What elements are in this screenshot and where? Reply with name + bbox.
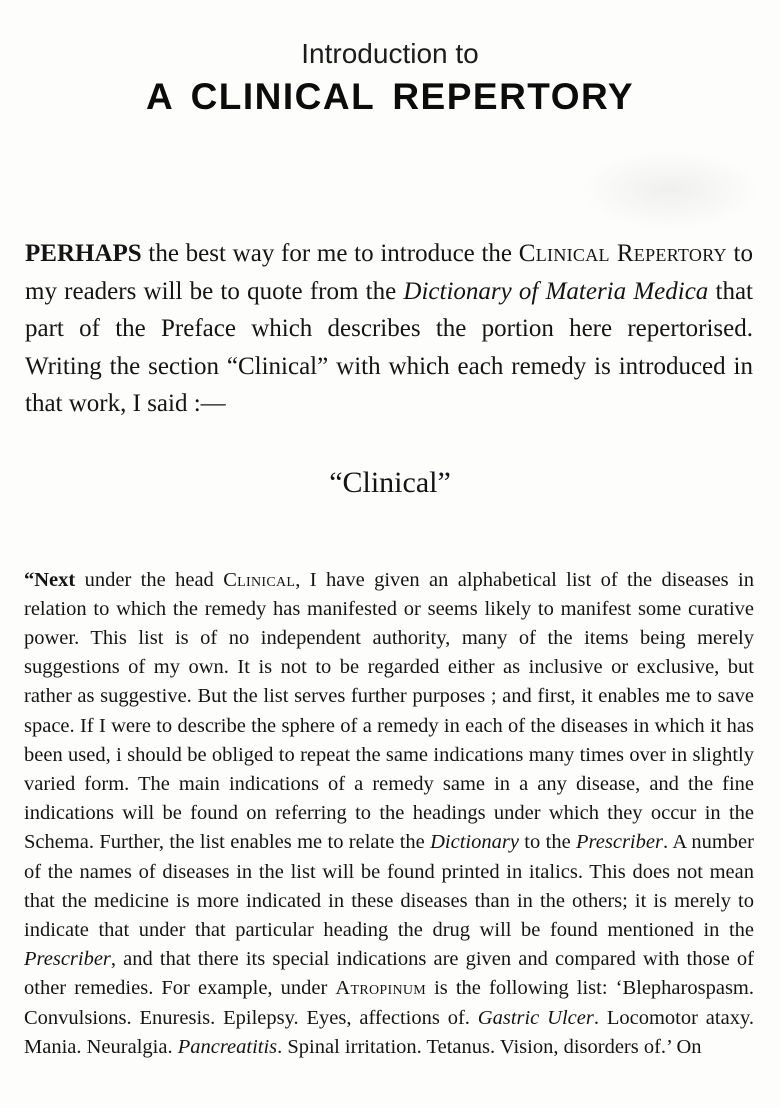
scan-artifact — [580, 150, 760, 230]
section-heading: “Clinical” — [329, 466, 451, 499]
body-paragraph: “Next under the head Clinical, I have given an alphabetical list of the diseases in relation to which the remedy has manifested or seems likely to manifest some curative power. This list is of no independent authority, many of the items being merely suggestions of my own. It is not to be regarded either as inclusive or exclusive, but rather as suggestive. But the list serves further purposes ; and first, it enables me to save space. If I were to describe the sphere of a remedy in each of the diseases in which it has been used, i should be obliged to repeat the same indications many times over in slightly varied form. The main indications of a remedy same in a any disease, and the fine indications will be found on referring to the headings under which they occur in the Schema. Further, the list enables me to relate the Dictionary to the Prescriber. A number of the names of diseases in the list will be found printed in italics. This does not mean that the medicine is more indicated in these diseases than in the others; it is merely to indicate that under that particular heading the drug will be found mentioned in the Prescriber, and that there its special indications are given and compared with those of other remedies. For example, under Atropinum is the following list: ‘Blepharospasm. Convulsions. Enuresis. Epilepsy. Eyes, affections of. Gastric Ulcer. Locomotor ataxy. Mania. Neuralgia. Pancreatitis. Spinal irritation. Tetanus. Vision, disorders of.’ On — [24, 568, 754, 1058]
intro-paragraph: PERHAPS the best way for me to introduce the Clinical Repertory to my readers will be to quote from the Dictionary of Materia Medica that part of the Preface which describes the portion here repertorised. Writing the section “Clinical” with which each remedy is introduced in that work, I said :— — [25, 240, 753, 417]
page-supertitle: Introduction to — [301, 38, 479, 69]
page-title: A CLINICAL REPERTORY — [145, 76, 635, 117]
